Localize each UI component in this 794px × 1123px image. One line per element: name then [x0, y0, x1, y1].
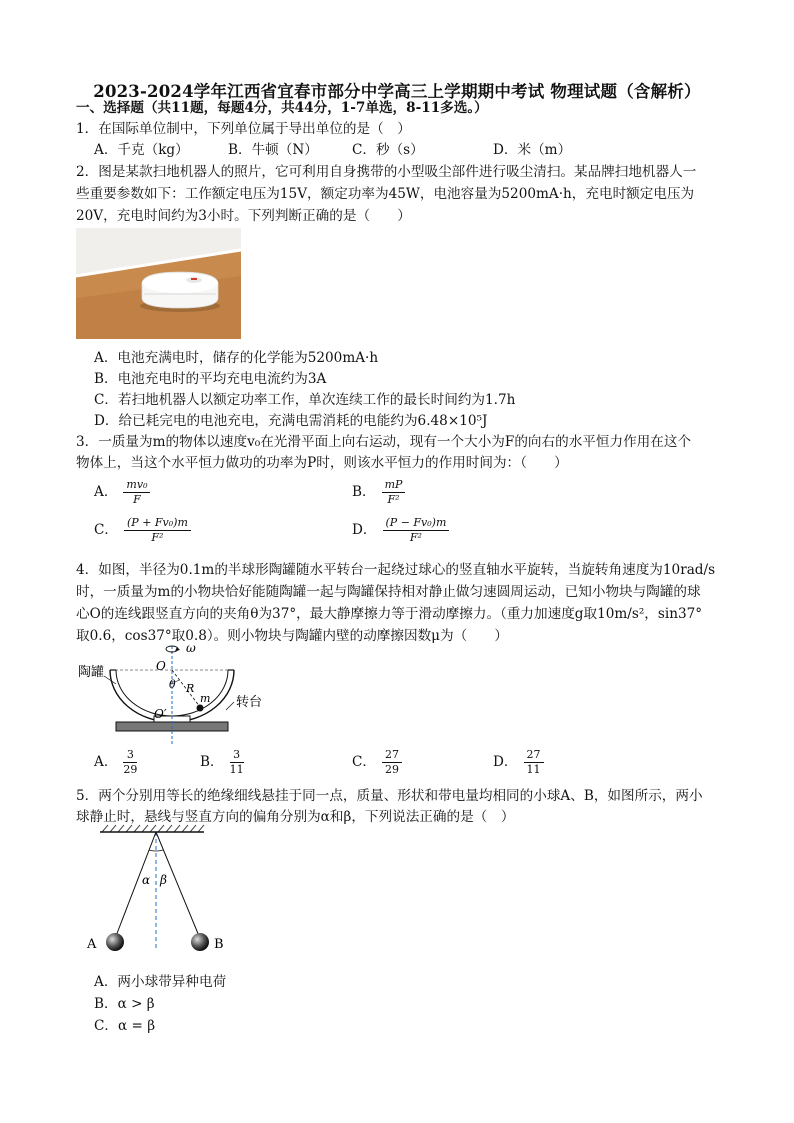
q3-option-c-fraction: [124, 516, 191, 545]
fraction-numerator: 27: [524, 748, 544, 763]
q2-stem-line-2: 些重要参数如下：工作额定电压为15V，额定功率为45W，电池容量为5200mA·h，充电时额定电压为: [76, 186, 695, 202]
q4-option-b: [200, 748, 244, 777]
q4-option-b-fraction: [230, 748, 244, 777]
ball-b-label: B: [214, 937, 224, 952]
q3-option-c: [94, 516, 191, 545]
ball-a-label: A: [87, 937, 97, 952]
q1-option-b: B．牛顿（N）: [228, 142, 318, 158]
q3-option-b: [352, 478, 405, 507]
fraction-numerator: (P − Fv₀)m: [383, 516, 450, 531]
mass-label: m: [200, 692, 211, 705]
q5-stem-line-1: 5．两个分别用等长的绝缘细线悬挂于同一点，质量、形状和带电量均相同的小球A、B，如图所示，两小: [76, 788, 703, 804]
q1-option-c: C．秒（s）: [352, 142, 424, 158]
q2-option-d: D．给已耗完电的电池充电，充满电需消耗的电能约为6.48×10⁵J: [94, 413, 488, 429]
fraction-denominator: F: [133, 493, 141, 506]
q4-option-a-label: A．: [94, 754, 118, 770]
fraction-denominator: 29: [385, 763, 399, 776]
q3-option-a-label: A．: [94, 484, 118, 500]
q5-option-b: B．α > β: [94, 996, 155, 1012]
section-note: （共11题，每题4分，共44分，1-7单选，8-11多选。）: [143, 100, 488, 116]
fraction-numerator: 3: [123, 748, 137, 763]
section-heading: 一、选择题: [76, 100, 144, 116]
q4-stem-line-2: 时，一质量为m的小物块恰好能随陶罐一起与陶罐保持相对静止做匀速圆周运动，已知小物块与陶罐的球: [76, 584, 701, 600]
fraction-numerator: (P + Fv₀)m: [124, 516, 191, 531]
q4-stem-line-3: 心O的连线跟竖直方向的夹角θ为37°，最大静摩擦力等于滑动摩擦力。（重力加速度g取10m/s²，sin37°: [76, 606, 703, 622]
q4-option-d-fraction: [524, 748, 544, 777]
fraction-denominator: 11: [526, 763, 541, 776]
q3-option-d: [352, 516, 449, 545]
q2-stem-line-3: 20V，充电时间约为3小时。下列判断正确的是（ ）: [76, 208, 411, 224]
q4-option-a-fraction: [123, 748, 137, 777]
fraction-numerator: mv₀: [123, 478, 150, 493]
q3-option-b-fraction: [382, 478, 406, 507]
fraction-denominator: F²: [387, 493, 400, 506]
fraction-denominator: F²: [409, 531, 422, 544]
document-title: 2023-2024学年江西省宜春市部分中学高三上学期期中考试 物理试题（含解析）: [93, 82, 701, 101]
pot-label: 陶罐: [78, 665, 105, 680]
q5-stem-line-2: 球静止时，悬线与竖直方向的偏角分别为α和β，下列说法正确的是（ ）: [76, 809, 515, 825]
q2-option-a: A．电池充满电时，储存的化学能为5200mA·h: [94, 350, 379, 366]
q3-option-a-fraction: [123, 478, 150, 507]
q5-option-c: C．α = β: [94, 1018, 156, 1034]
ball-a: [106, 933, 124, 951]
fraction-numerator: 27: [382, 748, 402, 763]
q4-option-d-label: D．: [493, 754, 518, 770]
alpha-label: α: [142, 873, 151, 887]
fraction-denominator: 11: [229, 763, 244, 776]
q4-stem-line-1: 4．如图，半径为0.1m的半球形陶罐随水平转台一起绕过球心的竖直轴水平旋转，当旋转角速度为10rad/s: [76, 562, 716, 578]
theta-label: θ: [169, 678, 176, 691]
q1-option-a: A．千克（kg）: [94, 142, 189, 158]
q2-stem-line-1: 2．图是某款扫地机器人的照片，它可利用自身携带的小型吸尘部件进行吸尘清扫。某品牌扫地机器人一: [76, 164, 697, 180]
center-o-label: O: [156, 659, 166, 673]
q4-option-d: [493, 748, 544, 777]
fraction-numerator: mP: [382, 478, 406, 493]
q3-stem-line-1: 3．一质量为m的物体以速度v₀在光滑平面上向右运动，现有一个大小为F的向右的水平恒力作用在这个: [76, 434, 692, 450]
q4-option-c: [352, 748, 402, 777]
turntable-label: 转台: [236, 695, 263, 710]
q2-option-c: C．若扫地机器人以额定功率工作，单次连续工作的最长时间约为1.7h: [94, 392, 516, 408]
fraction-denominator: F²: [151, 531, 164, 544]
rotating-pot-figure: [76, 640, 276, 744]
hanging-charges-figure: [84, 824, 234, 958]
ball-b: [191, 933, 209, 951]
omega-label: ω: [186, 641, 196, 655]
q3-option-d-label: D．: [352, 522, 377, 538]
q3-stem-line-2: 物体上，当这个水平恒力做功的功率为P时，则该水平恒力的作用时间为：（ ）: [76, 455, 568, 471]
section-heading-line: [76, 98, 488, 118]
robot-vacuum-photo: [76, 228, 241, 339]
q3-option-c-label: C．: [94, 522, 118, 538]
q1-stem: 1．在国际单位制中，下列单位属于导出单位的是（ ）: [76, 121, 411, 137]
q3-option-b-label: B．: [352, 484, 376, 500]
q2-option-b: B．电池充电时的平均充电电流约为3A: [94, 371, 327, 387]
bottom-o-label: O′: [154, 707, 167, 721]
q3-option-d-fraction: [383, 516, 450, 545]
q3-option-a: [94, 478, 150, 507]
radius-label: R: [186, 682, 195, 695]
q4-stem-line-4: 取0.6，cos37°取0.8）。则小物块与陶罐内壁的动摩擦因数μ为（ ）: [76, 628, 508, 644]
beta-label: β: [160, 873, 167, 887]
q5-option-a: A．两小球带异种电荷: [94, 974, 227, 990]
q4-option-a: [94, 748, 137, 777]
fraction-denominator: 29: [123, 763, 138, 776]
q4-option-c-fraction: [382, 748, 402, 777]
q1-option-d: D．米（m）: [493, 142, 572, 158]
q4-option-b-label: B．: [200, 754, 224, 770]
q4-option-c-label: C．: [352, 754, 376, 770]
fraction-numerator: 3: [230, 748, 244, 763]
